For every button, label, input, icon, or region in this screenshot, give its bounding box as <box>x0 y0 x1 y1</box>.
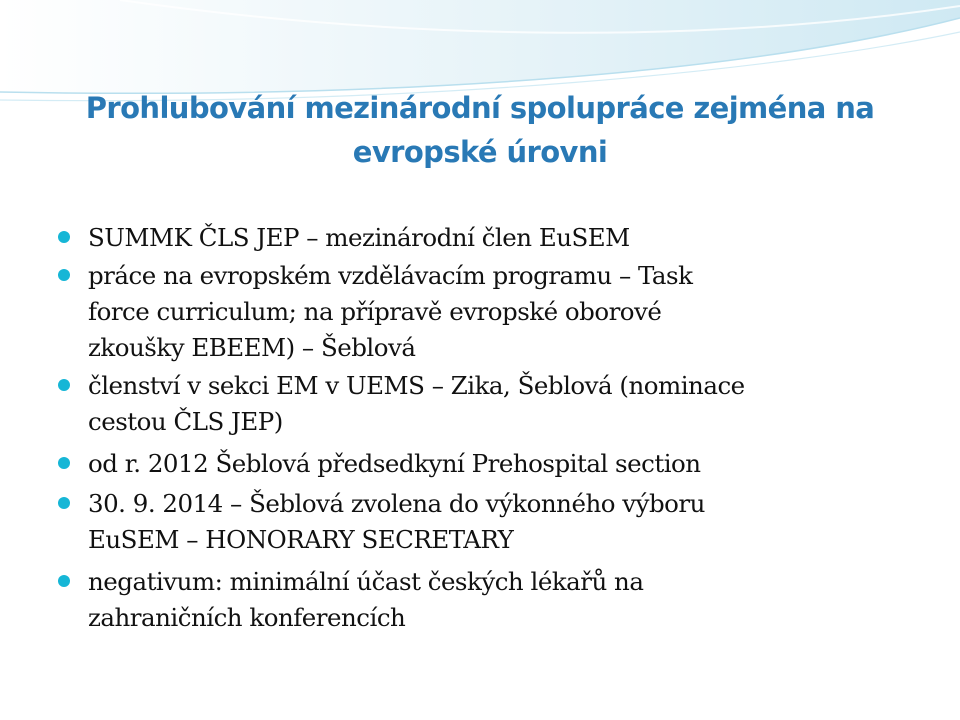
bullet-item <box>56 446 936 482</box>
bullet-list <box>56 220 936 636</box>
bullet-line: od r. 2012 Šeblová předsedkyní Prehospital section <box>88 449 701 478</box>
bullet-item <box>56 368 936 440</box>
bullet-marker-icon <box>58 379 70 391</box>
bullet-line: EuSEM – HONORARY SECRETARY <box>88 525 514 554</box>
bullet-marker-icon <box>58 575 70 587</box>
bullet-marker-icon <box>58 231 70 243</box>
bullet-item <box>56 486 936 558</box>
bullet-line: zahraničních konferencích <box>88 603 406 632</box>
bullet-marker-icon <box>58 497 70 509</box>
bullet-line: zkoušky EBEEM) – Šeblová <box>88 333 416 362</box>
bullet-marker-icon <box>58 457 70 469</box>
bullet-line: negativum: minimální účast českých lékařů na <box>88 567 644 596</box>
bullet-line: práce na evropském vzdělávacím programu – Task <box>88 261 693 290</box>
slide-title-line: evropské úrovni <box>352 135 608 169</box>
slide-title-line: Prohlubování mezinárodní spolupráce zejména na <box>85 91 875 125</box>
slide-title <box>40 86 920 174</box>
bullet-line: force curriculum; na přípravě evropské oborové <box>88 297 662 326</box>
bullet-item <box>56 220 936 256</box>
bullet-item <box>56 258 936 366</box>
bullet-line: cestou ČLS JEP) <box>88 407 283 436</box>
bullet-marker-icon <box>58 269 70 281</box>
bullet-item <box>56 564 936 636</box>
bullet-line: 30. 9. 2014 – Šeblová zvolena do výkonného výboru <box>88 489 705 518</box>
bullet-line: SUMMK ČLS JEP – mezinárodní člen EuSEM <box>88 223 630 252</box>
bullet-line: členství v sekci EM v UEMS – Zika, Šeblová (nominace <box>88 371 745 400</box>
